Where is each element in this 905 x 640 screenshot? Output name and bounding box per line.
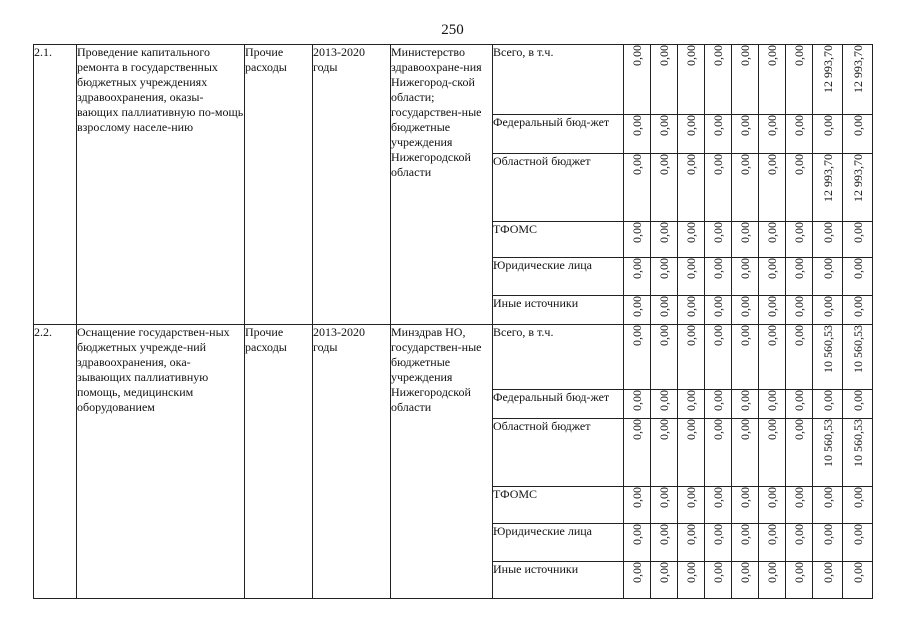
- value-cell: [705, 325, 732, 390]
- value-cell: [732, 222, 759, 258]
- value-text: 0,00: [684, 115, 698, 136]
- value-text: 0,00: [765, 419, 779, 440]
- value-cell: [759, 154, 786, 222]
- value-text: 12 993,70: [850, 45, 865, 93]
- value-cell: [759, 258, 786, 296]
- value-text: 0,00: [684, 487, 698, 508]
- value-cell: [759, 325, 786, 390]
- funding-source: Всего, в т.ч.: [493, 45, 624, 115]
- value-text: 0,00: [850, 296, 865, 317]
- executor: Минздрав НО, государствен-ные бюджетные учреждения Нижегородской области: [391, 325, 493, 599]
- funding-source: Юридические лица: [493, 258, 624, 296]
- funding-source: Областной бюджет: [493, 154, 624, 222]
- value-cell: [651, 222, 678, 258]
- value-cell: [732, 562, 759, 599]
- value-cell: [678, 296, 705, 325]
- value-cell: [843, 154, 873, 222]
- value-cell: [786, 487, 813, 524]
- value-cell: [705, 222, 732, 258]
- value-text: 0,00: [820, 524, 835, 545]
- value-cell: [759, 419, 786, 487]
- value-cell: [843, 419, 873, 487]
- value-text: 12 993,70: [850, 154, 865, 202]
- value-text: 0,00: [630, 296, 644, 317]
- funding-source: ТФОМС: [493, 487, 624, 524]
- value-cell: [678, 487, 705, 524]
- value-cell: [732, 45, 759, 115]
- value-cell: [678, 390, 705, 419]
- funding-source: Юридические лица: [493, 524, 624, 562]
- value-text: 0,00: [850, 487, 865, 508]
- value-text: 0,00: [657, 296, 671, 317]
- value-text: 0,00: [657, 115, 671, 136]
- value-cell: [624, 325, 651, 390]
- value-text: 0,00: [850, 222, 865, 243]
- value-text: 0,00: [792, 562, 806, 583]
- value-text: 0,00: [657, 524, 671, 545]
- value-cell: [678, 115, 705, 154]
- value-text: 0,00: [738, 45, 752, 66]
- value-cell: [759, 562, 786, 599]
- value-cell: [624, 222, 651, 258]
- value-text: 0,00: [850, 115, 865, 136]
- value-cell: [624, 296, 651, 325]
- value-cell: [705, 258, 732, 296]
- value-cell: [732, 296, 759, 325]
- value-text: 0,00: [738, 325, 752, 346]
- item-number: 2.2.: [34, 325, 77, 599]
- budget-table: [33, 44, 873, 599]
- value-text: 0,00: [684, 419, 698, 440]
- value-text: 0,00: [630, 487, 644, 508]
- funding-source: ТФОМС: [493, 222, 624, 258]
- value-text: 0,00: [765, 390, 779, 411]
- value-cell: [786, 325, 813, 390]
- value-text: 0,00: [738, 222, 752, 243]
- value-cell: [624, 115, 651, 154]
- value-text: 0,00: [792, 115, 806, 136]
- value-cell: [651, 154, 678, 222]
- value-cell: [759, 487, 786, 524]
- value-text: 10 560,53: [850, 325, 865, 373]
- value-text: 0,00: [630, 325, 644, 346]
- value-text: 0,00: [765, 222, 779, 243]
- value-text: 0,00: [684, 45, 698, 66]
- value-cell: [705, 562, 732, 599]
- value-cell: [843, 296, 873, 325]
- value-text: 0,00: [630, 222, 644, 243]
- value-text: 0,00: [684, 154, 698, 175]
- value-text: 0,00: [657, 562, 671, 583]
- page-number: 250: [441, 22, 464, 38]
- value-cell: [732, 487, 759, 524]
- value-text: 0,00: [792, 487, 806, 508]
- value-cell: [678, 524, 705, 562]
- value-text: 0,00: [792, 154, 806, 175]
- value-text: 0,00: [765, 296, 779, 317]
- value-cell: [732, 154, 759, 222]
- value-cell: [624, 487, 651, 524]
- value-cell: [813, 419, 843, 487]
- value-cell: [624, 562, 651, 599]
- value-text: 0,00: [711, 562, 725, 583]
- value-cell: [813, 45, 843, 115]
- value-cell: [759, 115, 786, 154]
- value-text: 0,00: [711, 258, 725, 279]
- value-text: 0,00: [711, 154, 725, 175]
- value-cell: [705, 390, 732, 419]
- value-cell: [678, 45, 705, 115]
- value-text: 0,00: [630, 524, 644, 545]
- table-row: [34, 325, 873, 390]
- value-cell: [705, 154, 732, 222]
- value-cell: [843, 390, 873, 419]
- value-cell: [678, 419, 705, 487]
- period: 2013-2020 годы: [313, 45, 391, 325]
- value-cell: [786, 45, 813, 115]
- value-cell: [759, 390, 786, 419]
- value-cell: [813, 296, 843, 325]
- value-cell: [705, 524, 732, 562]
- value-cell: [732, 115, 759, 154]
- value-cell: [651, 390, 678, 419]
- value-text: 0,00: [684, 325, 698, 346]
- value-text: 0,00: [765, 115, 779, 136]
- value-cell: [843, 325, 873, 390]
- value-cell: [813, 562, 843, 599]
- value-text: 0,00: [765, 325, 779, 346]
- value-text: 0,00: [711, 325, 725, 346]
- value-cell: [624, 419, 651, 487]
- value-cell: [651, 562, 678, 599]
- value-text: 0,00: [684, 222, 698, 243]
- value-text: 0,00: [657, 487, 671, 508]
- funding-source: Областной бюджет: [493, 419, 624, 487]
- value-cell: [786, 296, 813, 325]
- value-text: 0,00: [738, 154, 752, 175]
- value-cell: [624, 154, 651, 222]
- value-cell: [732, 419, 759, 487]
- value-text: 0,00: [738, 524, 752, 545]
- value-cell: [786, 562, 813, 599]
- value-cell: [678, 154, 705, 222]
- value-cell: [759, 296, 786, 325]
- value-text: 0,00: [820, 487, 835, 508]
- value-text: 12 993,70: [820, 154, 835, 202]
- value-text: 0,00: [711, 115, 725, 136]
- value-text: 0,00: [765, 562, 779, 583]
- value-cell: [651, 45, 678, 115]
- value-text: 0,00: [792, 419, 806, 440]
- value-cell: [843, 115, 873, 154]
- value-text: 12 993,70: [820, 45, 835, 93]
- value-text: 0,00: [738, 258, 752, 279]
- value-text: 0,00: [765, 258, 779, 279]
- value-text: 0,00: [765, 154, 779, 175]
- executor: Министерство здравоохране-ния Нижегород-ской области; государствен-ные бюджетные учреждения Нижегородской области: [391, 45, 493, 325]
- value-cell: [651, 419, 678, 487]
- value-cell: [678, 258, 705, 296]
- value-cell: [759, 524, 786, 562]
- table-row: [34, 45, 873, 115]
- value-text: 0,00: [738, 562, 752, 583]
- value-cell: [651, 296, 678, 325]
- value-text: 0,00: [765, 45, 779, 66]
- value-cell: [813, 222, 843, 258]
- value-cell: [786, 258, 813, 296]
- value-text: 0,00: [820, 115, 835, 136]
- value-cell: [759, 45, 786, 115]
- value-text: 0,00: [657, 325, 671, 346]
- value-text: 0,00: [684, 258, 698, 279]
- value-text: 10 560,53: [820, 419, 835, 467]
- expense-category: Прочие расходы: [245, 45, 313, 325]
- value-cell: [732, 325, 759, 390]
- value-cell: [732, 524, 759, 562]
- value-cell: [786, 115, 813, 154]
- value-text: 0,00: [850, 562, 865, 583]
- table-body: [34, 45, 873, 599]
- value-cell: [813, 524, 843, 562]
- value-cell: [705, 487, 732, 524]
- value-text: 0,00: [684, 296, 698, 317]
- value-text: 0,00: [711, 296, 725, 317]
- value-text: 0,00: [738, 487, 752, 508]
- value-cell: [843, 562, 873, 599]
- value-text: 10 560,53: [820, 325, 835, 373]
- value-cell: [843, 524, 873, 562]
- value-text: 0,00: [738, 419, 752, 440]
- value-cell: [651, 115, 678, 154]
- value-text: 0,00: [765, 524, 779, 545]
- value-cell: [705, 45, 732, 115]
- value-text: 0,00: [850, 258, 865, 279]
- value-text: 0,00: [684, 562, 698, 583]
- value-text: 0,00: [711, 390, 725, 411]
- value-text: 0,00: [684, 390, 698, 411]
- value-cell: [732, 258, 759, 296]
- value-text: 0,00: [630, 115, 644, 136]
- value-text: 0,00: [657, 154, 671, 175]
- item-number: 2.1.: [34, 45, 77, 325]
- value-cell: [732, 390, 759, 419]
- funding-source: Всего, в т.ч.: [493, 325, 624, 390]
- value-text: 0,00: [711, 524, 725, 545]
- value-text: 0,00: [850, 390, 865, 411]
- value-cell: [624, 45, 651, 115]
- value-text: 0,00: [792, 390, 806, 411]
- value-text: 0,00: [711, 222, 725, 243]
- value-text: 0,00: [820, 390, 835, 411]
- value-text: 0,00: [630, 154, 644, 175]
- value-text: 0,00: [657, 258, 671, 279]
- value-text: 0,00: [657, 419, 671, 440]
- value-text: 0,00: [820, 258, 835, 279]
- value-cell: [813, 487, 843, 524]
- value-cell: [813, 390, 843, 419]
- value-text: 0,00: [630, 45, 644, 66]
- value-cell: [786, 524, 813, 562]
- value-cell: [813, 258, 843, 296]
- value-cell: [624, 390, 651, 419]
- value-cell: [813, 154, 843, 222]
- value-cell: [786, 419, 813, 487]
- value-text: 0,00: [711, 419, 725, 440]
- value-cell: [843, 45, 873, 115]
- item-title: Проведение капитального ремонта в государственных бюджетных учреждениях здравоохранения, оказы-вающих паллиативную по-мощь взрослому населе-нию: [77, 45, 245, 325]
- value-cell: [813, 325, 843, 390]
- value-text: 0,00: [711, 45, 725, 66]
- value-cell: [786, 222, 813, 258]
- value-text: 0,00: [738, 115, 752, 136]
- value-text: 0,00: [657, 45, 671, 66]
- value-cell: [759, 222, 786, 258]
- value-text: 0,00: [820, 222, 835, 243]
- value-cell: [651, 258, 678, 296]
- value-cell: [786, 390, 813, 419]
- value-cell: [843, 487, 873, 524]
- value-cell: [651, 524, 678, 562]
- value-cell: [705, 115, 732, 154]
- value-text: 0,00: [630, 258, 644, 279]
- funding-source: Федеральный бюд-жет: [493, 390, 624, 419]
- value-cell: [843, 258, 873, 296]
- value-cell: [651, 487, 678, 524]
- item-title: Оснащение государствен-ных бюджетных учрежде-ний здравоохранения, ока-зывающих паллиативную помощь, медицинским оборудованием: [77, 325, 245, 599]
- value-cell: [705, 419, 732, 487]
- value-text: 10 560,53: [850, 419, 865, 467]
- value-text: 0,00: [792, 222, 806, 243]
- value-cell: [624, 258, 651, 296]
- value-text: 0,00: [684, 524, 698, 545]
- value-text: 0,00: [630, 562, 644, 583]
- value-text: 0,00: [820, 562, 835, 583]
- value-text: 0,00: [792, 296, 806, 317]
- value-text: 0,00: [820, 296, 835, 317]
- funding-source: Федеральный бюд-жет: [493, 115, 624, 154]
- value-text: 0,00: [792, 524, 806, 545]
- value-cell: [705, 296, 732, 325]
- value-cell: [678, 325, 705, 390]
- value-text: 0,00: [738, 296, 752, 317]
- value-text: 0,00: [850, 524, 865, 545]
- expense-category: Прочие расходы: [245, 325, 313, 599]
- value-cell: [678, 222, 705, 258]
- value-text: 0,00: [765, 487, 779, 508]
- value-cell: [624, 524, 651, 562]
- value-text: 0,00: [711, 487, 725, 508]
- funding-source: Иные источники: [493, 562, 624, 599]
- value-text: 0,00: [792, 45, 806, 66]
- funding-source: Иные источники: [493, 296, 624, 325]
- value-text: 0,00: [630, 390, 644, 411]
- value-text: 0,00: [738, 390, 752, 411]
- value-text: 0,00: [792, 258, 806, 279]
- value-cell: [813, 115, 843, 154]
- value-cell: [786, 154, 813, 222]
- value-text: 0,00: [792, 325, 806, 346]
- value-text: 0,00: [630, 419, 644, 440]
- value-text: 0,00: [657, 222, 671, 243]
- period: 2013-2020 годы: [313, 325, 391, 599]
- value-cell: [843, 222, 873, 258]
- value-text: 0,00: [657, 390, 671, 411]
- value-cell: [678, 562, 705, 599]
- value-cell: [651, 325, 678, 390]
